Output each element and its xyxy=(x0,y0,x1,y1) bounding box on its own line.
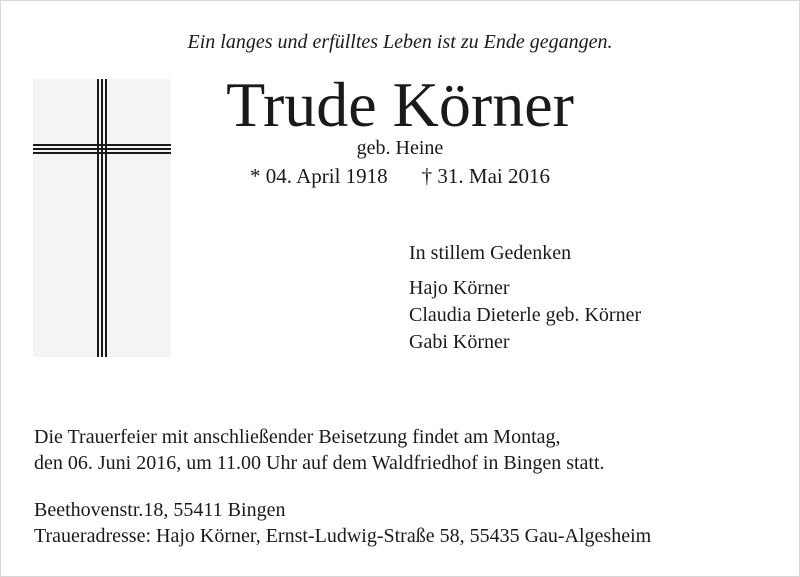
funeral-line: Die Trauerfeier mit anschließender Beisetzung findet am Montag, xyxy=(34,426,561,448)
funeral-notice xyxy=(34,424,605,476)
latin-cross-icon xyxy=(33,79,171,357)
mourners-block xyxy=(409,241,641,356)
mourner-name: Claudia Dieterle geb. Körner xyxy=(409,304,642,326)
address-line: Traueradresse: Hajo Körner, Ernst-Ludwig-Straße 58, 55435 Gau-Algesheim xyxy=(34,525,652,547)
motto: Ein langes und erfülltes Leben ist zu Ende gegangen. xyxy=(187,31,613,53)
birth-name: geb. Heine xyxy=(356,137,444,159)
mourner-name: Hajo Körner xyxy=(409,277,510,299)
address-block xyxy=(34,497,651,549)
mourners-heading: In stillem Gedenken xyxy=(409,242,572,264)
funeral-line: den 06. Juni 2016, um 11.00 Uhr auf dem Waldfriedhof in Bingen statt. xyxy=(34,452,605,474)
death-date: † 31. Mai 2016 xyxy=(421,164,550,188)
deceased-name: Trude Körner xyxy=(226,69,574,140)
mourner-name: Gabi Körner xyxy=(409,331,510,353)
address-line: Beethovenstr.18, 55411 Bingen xyxy=(34,499,286,521)
birth-date: * 04. April 1918 xyxy=(250,164,388,188)
